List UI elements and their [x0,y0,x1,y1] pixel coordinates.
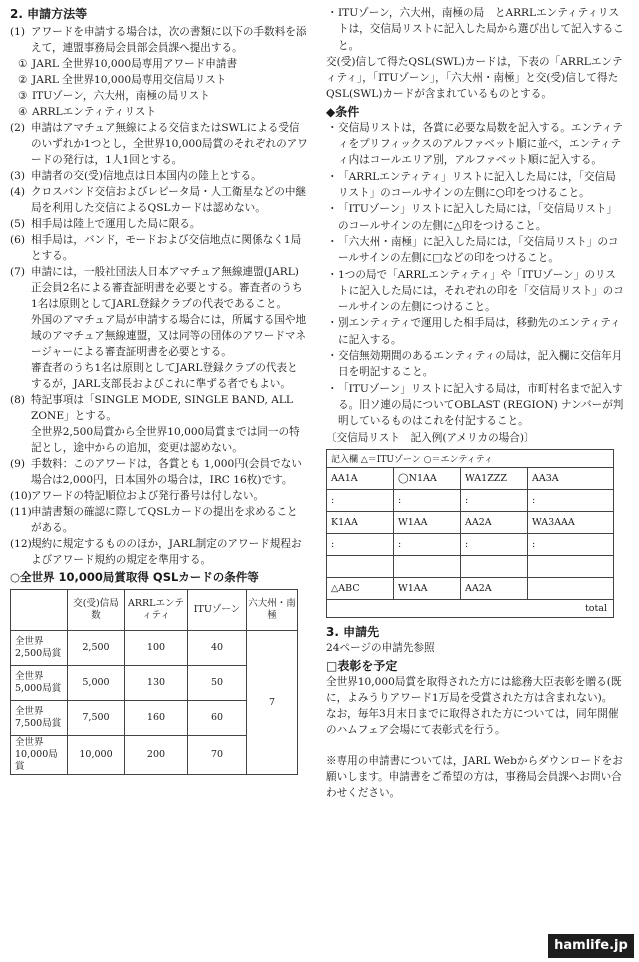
list-item: (5) 相手局は陸上で運用した局に限る。 [10,218,201,230]
swl-paragraph: 交(受)信して得たQSL(SWL)カードは，下表の「ARRLエンティティ」，「ITUゾーン」，「六大州・南極」と交(受)信して得たQSL(SWL)カードが含まれているものとする。 [326,55,623,100]
conditions-heading: ◆条件 [326,104,360,119]
list-item: 全世界2,500局賞から全世界10,000局賞までは同一の特記とし，途中からの追加，変更は認めない。 [31,426,300,454]
apply-to: 24ページの申請先参照 [326,641,435,654]
bullet-item: ・ ITUゾーン，六大州，南極の局 とARRLエンティティリストは，交信局リストに記入した局から選び出して記入すること。 [327,7,624,52]
example-table [326,449,614,618]
table-row: 全世界10,000局賞 10,000 200 70 [11,736,298,775]
condition-item: ・ 交信局リストは，各賞に必要な局数を記入する。エンティティをプリフィックスのアルファベット順に並べ，エンティティ内はコールエリア別，アルファベット順に記入する。 [327,121,623,167]
doc-item: ③ ITUゾーン，六大州，南極の局リスト [18,90,210,102]
table-row: AA1A ◯N1AA WA1ZZZ AA3A [327,467,614,489]
commendation-note: なお，毎年3月末日までに取得された方については，同年開催のハムフェア会場にて表彰式を行う。 [326,707,619,736]
table-title: ○全世界 10,000局賞取得 QSLカードの条件等 [10,570,259,584]
doc-item: ② JARL 全世界10,000局専用交信局リスト [18,74,227,86]
continents-merged-cell: 7 [247,631,298,775]
doc-item: ① JARL 全世界10,000局専用アワード申請書 [18,58,238,70]
example-title: 〔交信局リスト 記入例(アメリカの場合)〕 [326,431,535,444]
doc-item: ④ ARRLエンティティリスト [18,106,157,118]
example-legend: 記入欄 △＝ITUゾーン ○＝エンティティ [327,449,614,467]
commendation-text: 全世界10,000局賞を取得された方には総務大臣表彰を贈る(既に，よみうりアワード1万局を受賞された方は含まれない)。 [326,675,622,704]
condition-item: ・ 「ITUゾーン」リストに記入する局は，市町村名まで記入する。旧ソ連の局についてOBLAST (REGION) ナンバーが判明しているものはこれを付記すること。 [327,382,624,428]
list-item: (3) 申請者の交(受)信地点は日本国内の陸上とする。 [10,170,262,182]
table-row: : : : : [327,533,614,555]
list-item: (6) 相手局は，バンド，モードおよび交信地点に関係なく1局とする。 [10,234,302,262]
list-item: (7) 申請には，一般社団法人日本アマチュア無線連盟(JARL)正会員2名による審査証明書を必要とする。審査者のうち1名は原則としてJARL登録クラブの代表であること。 [10,266,303,310]
table-header-row: 交(受)信局数 ARRLエンティティ ITUゾーン 六大州・南極 [11,590,298,631]
list-item: 外国のアマチュア局が申請する場合には，所属する国や地域のアマチュア無線連盟，又は同等の団体のアワードマネージャーによる審査証明書を必要とする。 [31,314,307,358]
example-total: total [327,599,614,617]
commendation-heading: □表彰を予定 [326,658,398,673]
table-row: 全世界2,500局賞 2,500 100 40 7 [11,631,298,666]
left-column [10,0,308,775]
list-item: (2) 申請はアマチュア無線による交信またはSWLによる受信のいずれか1つとし，全世界10,000局賞のそれぞれのアワードの発行は，1人1回とする。 [10,122,308,166]
condition-item: ・ 交信無効期間のあるエンティティの局は，記入欄に交信年月日を明記すること。 [327,350,623,379]
application-note: ※専用の申請書については，JARL Webからダウンロードをお願いします。申請書をご希望の方は，事務局会員課へお問い合わせください。 [326,754,623,799]
list-item: (4) クロスバンド交信およびレピータ局・人工衛星などの中継局を利用した交信によるQSLカードは認めない。 [10,186,307,214]
section-heading-apply: 3. 申請先 [326,624,380,639]
table-total-row [327,599,614,617]
list-item: (8) 特記事項は「SINGLE MODE, SINGLE BAND, ALL ZONE」とする。 [10,394,293,422]
table-row: K1AA W1AA AA2A WA3AAA [327,511,614,533]
table-row: △ABC W1AA AA2A [327,577,614,599]
list-item: (11) 申請書類の確認に際してQSLカードの提出を求めることがある。 [10,506,298,534]
list-item: (12) 規約に規定するもののほか，JARL制定のアワード規程およびアワード規約の規定を準用する。 [10,538,302,566]
table-row [327,555,614,577]
list-item: (10) アワードの特記順位および発行番号は付しない。 [10,490,265,502]
condition-item: ・ 別エンティティで運用した相手局は，移動先のエンティティに記入する。 [327,317,621,346]
condition-item: ・ 「六大州・南極」に記入した局には，「交信局リスト」のコールサインの左側に□などの印をつけること。 [327,235,619,265]
condition-item: ・ 1つの局で「ARRLエンティティ」や「ITUゾーン」のリストに記入した局には，それぞれの印を「交信局リスト」のコールサインの左側につけること。 [327,268,624,314]
section-heading-application: 2. 申請方法等 [10,7,88,21]
right-column [326,0,626,801]
table-row: 全世界5,000局賞 5,000 130 50 [11,666,298,701]
table-row: : : : : [327,489,614,511]
site-logo: hamlife.jp [548,934,634,958]
list-item: 審査者のうち1名は原則としてJARL登録クラブの代表とするが，JARL支部長およびこれに準ずる者でもよい。 [31,362,298,390]
conditions-table [10,589,298,775]
list-item: (1) アワードを申請する場合は，次の書類に以下の手数料を添えて，連盟事務局会員部会員課へ提出する。 [10,26,307,54]
condition-item: ・ 「ARRLエンティティ」リストに記入した局には，「交信局リスト」のコールサインの左側に○印をつけること。 [327,170,616,200]
list-item: (9) 手数料：このアワードは，各賞とも 1,000円(会員でない場合は2,000円，日本国外の場合は，IRC 16枚)です。 [10,458,302,486]
condition-item: ・ 「ITUゾーン」リストに記入した局には，「交信局リスト」のコールサインの左側に△印をつけること。 [327,203,618,232]
table-row: 全世界7,500局賞 7,500 160 60 [11,701,298,736]
